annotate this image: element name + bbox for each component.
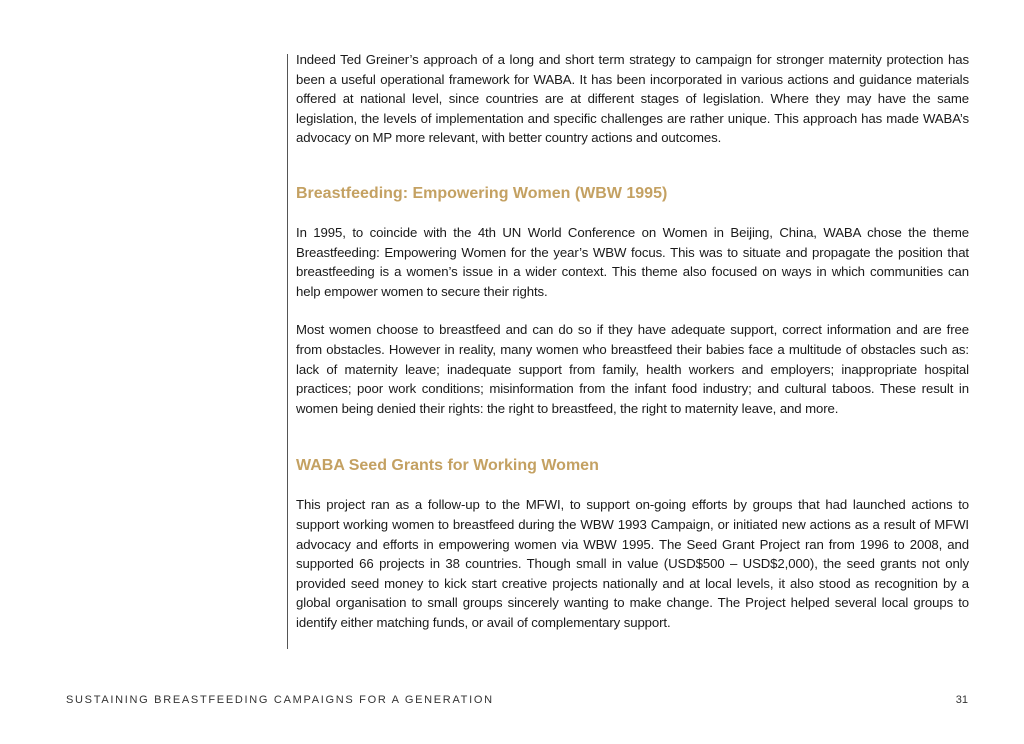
- margin-rule: [287, 54, 288, 649]
- page-number: 31: [955, 694, 968, 706]
- section1-paragraph-1: In 1995, to coincide with the 4th UN World Conference on Women in Beijing, China, WABA chose the theme Breastfeeding: Empowering Women for the year’s WBW focus. This was to situate and propagate the position that breastfeeding is a women’s issue in a wider context. This theme also focused on ways in which communities can help empower women to secure their rights.: [296, 224, 969, 299]
- running-footer-title: SUSTAINING BREASTFEEDING CAMPAIGNS FOR A GENERATION: [66, 694, 494, 706]
- section-heading-seed-grants: WABA Seed Grants for Working Women: [296, 457, 599, 475]
- section1-paragraph-2: Most women choose to breastfeed and can do so if they have adequate support, correct information and are free from obstacles. However in reality, many women who breastfeed their babies face a multitude of obstacles such as: lack of maternity leave; inadequate support from family, health workers and employers; inappropriate hospital practices; poor work conditions; misinformation from the infant food industry; and cultural taboos. These result in women being denied their rights: the right to breastfeed, the right to maternity leave, and more.: [296, 322, 969, 416]
- intro-paragraph: Indeed Ted Greiner’s approach of a long and short term strategy to campaign for stronger maternity protection has been a useful operational framework for WABA. It has been incorporated in various actions and guidance materials offered at national level, since countries are at different stages of legislation. Where they may have the same legislation, the levels of implementation and specific challenges are rather unique. This approach has made WABA’s advocacy on MP more relevant, with better country actions and outcomes.: [296, 52, 969, 146]
- section-heading-empowering-women: Breastfeeding: Empowering Women (WBW 1995): [296, 184, 668, 202]
- page-content: [296, 50, 969, 632]
- section2-paragraph-1: This project ran as a follow-up to the MFWI, to support on-going efforts by groups that had launched actions to support working women to breastfeed during the WBW 1993 Campaign, or initiated new actions as a result of MFWI advocacy and efforts in empowering women via WBW 1995. The Seed Grant Project ran from 1996 to 2008, and supported 66 projects in 38 countries. Though small in value (USD$500 – USD$2,000), the seed grants not only provided seed money to kick start creative projects nationally and at local levels, it also stood as recognition by a global organisation to small groups sincerely wanting to make change. The Project helped several local groups to identify either matching funds, or avail of complementary support.: [296, 497, 969, 630]
